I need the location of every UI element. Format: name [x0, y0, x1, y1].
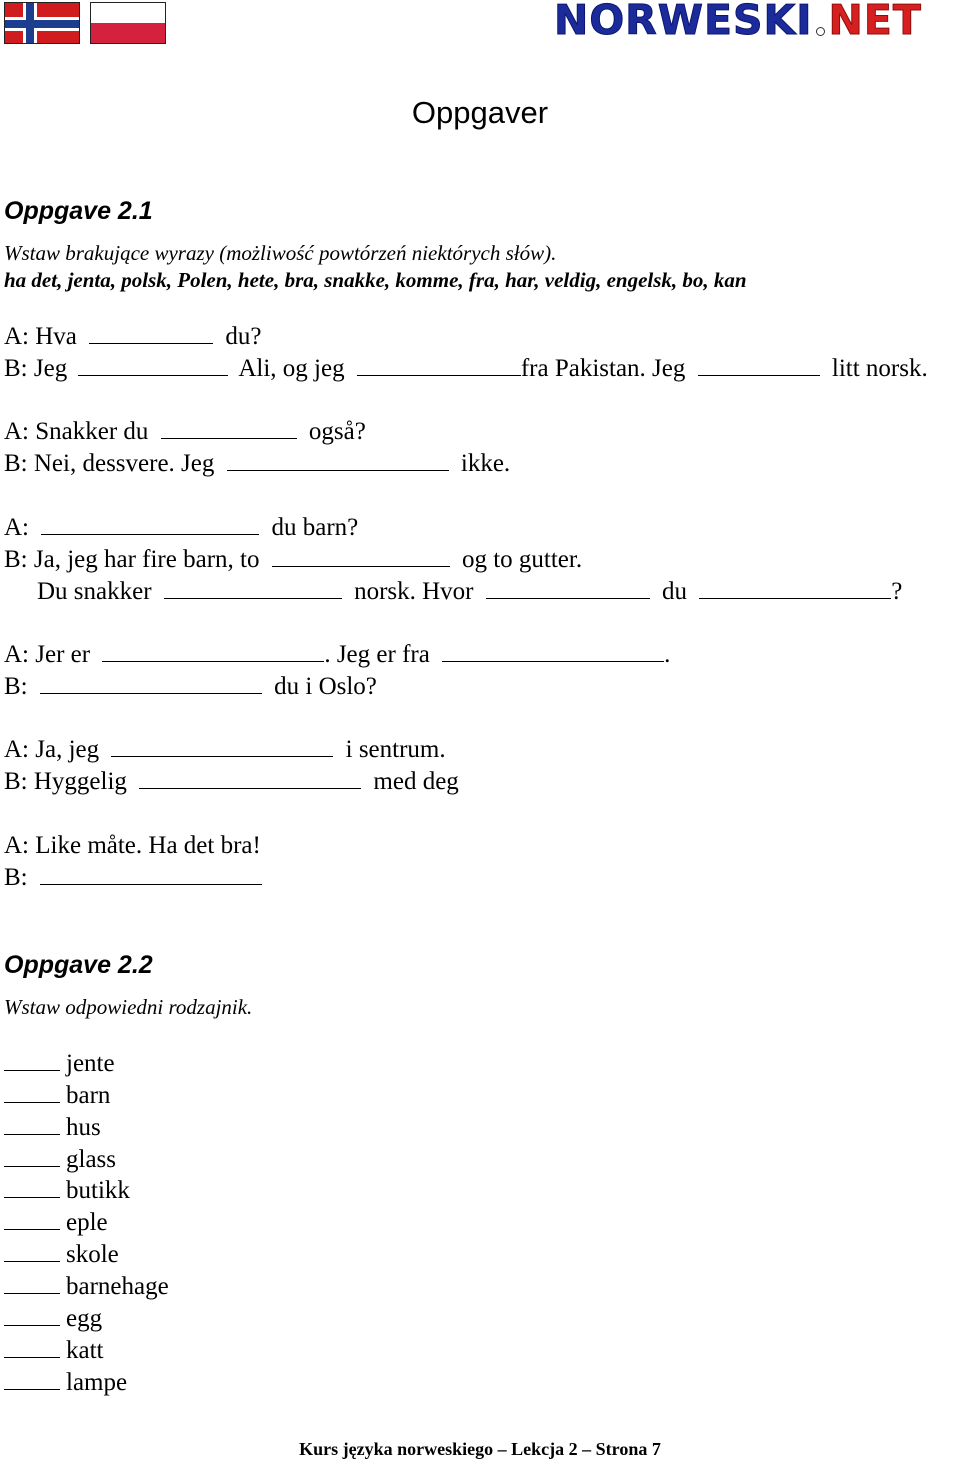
dialogue-line: B: Hyggelig med deg — [4, 768, 459, 795]
page-title: Oppgaver — [411, 95, 549, 130]
answer-blank[interactable] — [272, 565, 450, 567]
answer-blank[interactable] — [111, 755, 333, 757]
answer-blank[interactable] — [40, 883, 262, 885]
dialogue-line: B: Jeg Ali, og jeg fra Pakistan. Jeg litt norsk. — [4, 355, 928, 382]
answer-blank[interactable] — [164, 597, 342, 599]
task2-heading: Oppgave 2.2 — [4, 951, 153, 979]
dialogue-line: B: — [4, 865, 268, 890]
answer-blank[interactable] — [442, 660, 664, 662]
logo-main-text: NORWESKI — [554, 0, 813, 44]
answer-blank[interactable] — [4, 1165, 60, 1167]
page-footer: Kurs języka norweskiego – Lekcja 2 – Strona 7 — [299, 1439, 661, 1459]
article-item: glass — [4, 1147, 116, 1172]
answer-blank[interactable] — [357, 374, 521, 376]
dialogue-line: A: Ja, jeg i sentrum. — [4, 736, 446, 763]
article-item: barnehage — [4, 1274, 169, 1299]
answer-blank[interactable] — [4, 1292, 60, 1294]
answer-blank[interactable] — [4, 1356, 60, 1358]
answer-blank[interactable] — [486, 597, 650, 599]
logo-dot-icon — [816, 27, 825, 36]
dialogue-line: B: du i Oslo? — [4, 673, 377, 700]
task2-instruction: Wstaw odpowiedni rodzajnik. — [4, 995, 253, 1019]
poland-flag-icon — [90, 2, 166, 44]
dialogue-line: A: Hva du? — [4, 323, 262, 350]
article-item: hus — [4, 1115, 101, 1140]
article-item: butikk — [4, 1178, 130, 1203]
answer-blank[interactable] — [4, 1101, 60, 1103]
answer-blank[interactable] — [139, 787, 361, 789]
article-item: barn — [4, 1083, 110, 1108]
answer-blank[interactable] — [78, 374, 228, 376]
answer-blank[interactable] — [89, 342, 213, 344]
answer-blank[interactable] — [698, 374, 820, 376]
answer-blank[interactable] — [41, 533, 259, 535]
dialogue-line: A: Jer er . Jeg er fra . — [4, 641, 671, 668]
dialogue-line: B: Nei, dessvere. Jeg ikke. — [4, 450, 511, 477]
article-item: eple — [4, 1210, 108, 1235]
article-item: katt — [4, 1338, 104, 1363]
norway-flag-icon — [4, 2, 80, 44]
answer-blank[interactable] — [227, 469, 449, 471]
dialogue-line: A: Like måte. Ha det bra! — [4, 832, 261, 859]
answer-blank[interactable] — [4, 1388, 60, 1390]
answer-blank[interactable] — [4, 1196, 60, 1198]
answer-blank[interactable] — [102, 660, 324, 662]
answer-blank[interactable] — [40, 692, 262, 694]
answer-blank[interactable] — [4, 1133, 60, 1135]
task1-instruction: Wstaw brakujące wyrazy (możliwość powtórzeń niektórych słów). — [4, 241, 557, 265]
dialogue-line: A: Snakker du også? — [4, 418, 366, 445]
answer-blank[interactable] — [4, 1260, 60, 1262]
article-item: skole — [4, 1242, 119, 1267]
answer-blank[interactable] — [4, 1228, 60, 1230]
task1-wordbank: ha det, jenta, polsk, Polen, hete, bra, snakke, komme, fra, har, veldig, engelsk, bo, kan — [4, 268, 747, 292]
answer-blank[interactable] — [4, 1324, 60, 1326]
answer-blank[interactable] — [699, 597, 891, 599]
answer-blank[interactable] — [161, 437, 297, 439]
article-item: lampe — [4, 1370, 127, 1395]
site-logo — [554, 0, 922, 44]
answer-blank[interactable] — [4, 1069, 60, 1071]
dialogue-line: A: du barn? — [4, 514, 359, 541]
task1-heading: Oppgave 2.1 — [4, 197, 153, 225]
article-item: egg — [4, 1306, 102, 1331]
dialogue-line: B: Ja, jeg har fire barn, to og to gutter. — [4, 546, 583, 573]
article-item: jente — [4, 1051, 115, 1076]
logo-net-text: NET — [828, 0, 922, 44]
dialogue-line: Du snakker norsk. Hvor du ? — [37, 578, 903, 605]
